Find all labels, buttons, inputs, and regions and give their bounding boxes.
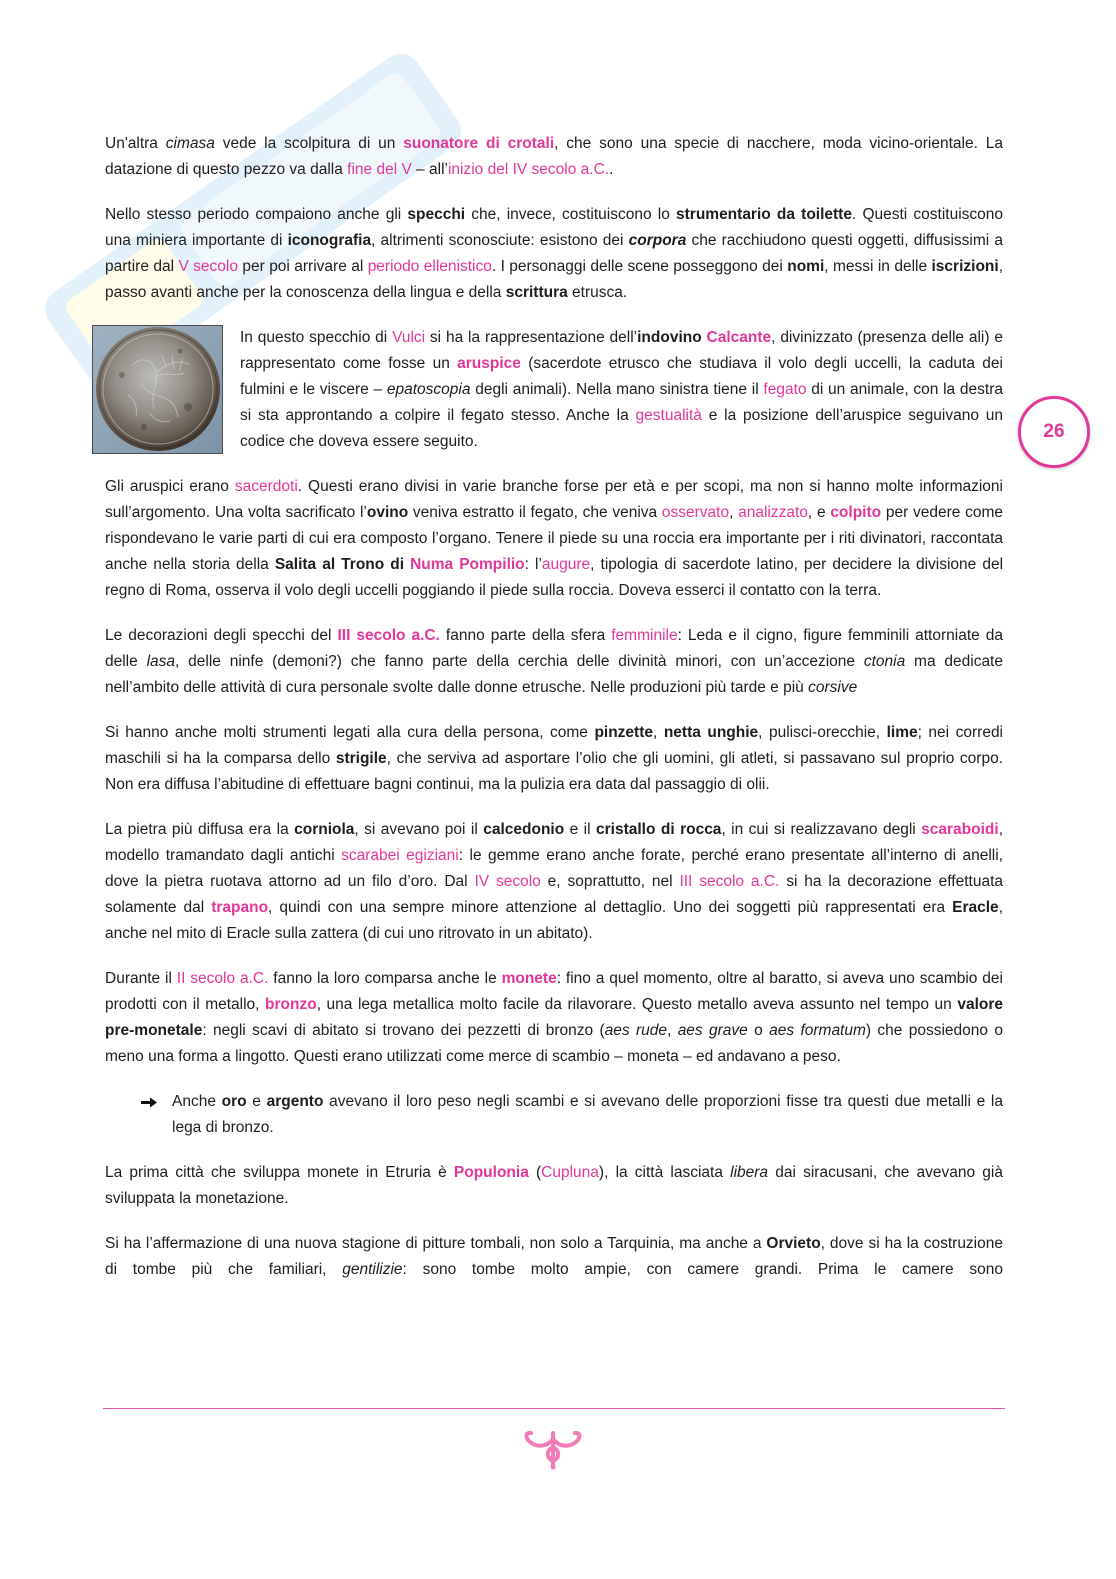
highlighted-term: II secolo a.C. — [176, 970, 269, 987]
mirror-image — [92, 325, 223, 454]
text-run: fanno parte della sfera — [439, 627, 612, 644]
text-run: ), la città lasciata — [598, 1164, 731, 1181]
text-run: Si ha l’affermazione di una nuova stagione di pitture tombali, non solo a Tarquinia, ma anche a — [105, 1235, 767, 1252]
bold-term: Orvieto — [766, 1235, 821, 1252]
text-run: per poi arrivare al — [237, 258, 368, 275]
bold-term: scrittura — [505, 284, 568, 301]
text-run: , una lega metallica molto facile da rilavorare. Questo metallo aveva assunto nel tempo un — [316, 996, 958, 1013]
paragraph — [105, 817, 1003, 947]
text-run: , — [653, 724, 664, 741]
highlighted-bold-term: trapano — [211, 899, 269, 916]
paragraph — [105, 202, 1003, 306]
bullet-text — [172, 1093, 1003, 1136]
text-run: Le decorazioni degli specchi del — [105, 627, 338, 644]
italic-term: lasa — [146, 653, 176, 670]
bold-term: pinzette — [594, 724, 653, 741]
text-run: : l’ — [524, 556, 542, 573]
bold-term: valore pre-monetale — [105, 996, 1003, 1039]
text-run: di un animale, con la destra si sta approntando a colpire il fegato stesso. Anche la — [240, 381, 1003, 424]
text-run: vede la scolpitura di un — [214, 135, 404, 152]
text-run: fanno la loro comparsa anche le — [268, 970, 502, 987]
italic-term: aes grave — [677, 1022, 748, 1039]
bold-term: iconografia — [287, 232, 372, 249]
highlighted-term: analizzato — [738, 504, 808, 521]
text-run: , modello tramandato dagli antichi — [105, 821, 1003, 864]
text-run: , passo avanti anche per la conoscenza della lingua e della — [105, 258, 1003, 301]
bold-term: Salita al Trono di — [274, 556, 411, 573]
text-run: , quindi con una sempre minore attenzione al dettaglio. Uno dei soggetti più rappresentati era — [268, 899, 953, 916]
text-run: si ha la decorazione effettuata solamente dal — [105, 873, 1004, 916]
text-run: . I personaggi delle scene posseggono dei — [491, 258, 788, 275]
text-run: : negli scavi di abitato si trovano dei pezzetti di bronzo ( — [202, 1022, 605, 1039]
italic-term: ctonia — [863, 653, 906, 670]
text-run: etrusca. — [567, 284, 628, 301]
bold-term: oro — [221, 1093, 247, 1110]
bold-term: argento — [266, 1093, 324, 1110]
bold-term: corniola — [294, 821, 355, 838]
text-run: La pietra più diffusa era la — [105, 821, 295, 838]
highlighted-bold-term: III secolo a.C. — [337, 627, 440, 644]
italic-term: aes formatum — [769, 1022, 866, 1039]
highlighted-term: sacerdoti — [234, 478, 298, 495]
highlighted-bold-term: colpito — [830, 504, 882, 521]
text-run: , messi in delle — [824, 258, 932, 275]
text-run: e — [246, 1093, 267, 1110]
text-run: , — [667, 1022, 678, 1039]
text-run: . Questi costituiscono una miniera importante di — [105, 206, 1003, 249]
text-run: Nello stesso periodo compaiono anche gli — [105, 206, 408, 223]
highlighted-term: femminile — [611, 627, 678, 644]
bold-term: nomi — [787, 258, 825, 275]
bold-term: strumentario da toilette — [676, 206, 852, 223]
text-run: Anche — [172, 1093, 222, 1110]
paragraph — [105, 131, 1003, 183]
highlighted-term: scarabei egiziani — [341, 847, 459, 864]
text-run: . — [609, 161, 614, 178]
text-run: e la posizione dell’aruspice seguivano un codice che doveva essere seguito. — [240, 407, 1004, 450]
italic-term: corsive — [808, 679, 858, 696]
text-run: , che sono una specie di nacchere, moda vicino-orientale. La datazione di questo pezzo va dalla — [105, 135, 1003, 178]
footer-divider — [103, 1408, 1005, 1409]
text-run: ma dedicate nell’ambito delle attività di cura personale svolte dalle donne etrusche. Nelle produzioni più tarde e più — [105, 653, 1003, 696]
text-run: degli animali). Nella mano sinistra tiene il — [470, 381, 764, 398]
bold-term: cristallo di rocca — [596, 821, 722, 838]
bold-term: indovino — [637, 329, 707, 346]
highlighted-bold-term: suonatore di crotali — [403, 135, 555, 152]
bold-term: iscrizioni — [931, 258, 999, 275]
highlighted-term: Cupluna — [541, 1164, 599, 1181]
highlighted-term: Vulci — [392, 329, 426, 346]
highlighted-term: fine del V — [347, 161, 412, 178]
bold-term: lime — [886, 724, 918, 741]
bullet-item — [105, 1089, 1003, 1141]
bold-term: Eracle — [952, 899, 999, 916]
text-run: . Questi erano divisi in varie branche forse per età e per scopi, ma non si hanno molte informazioni sull’argomento. Una volta sacrificato l’ — [105, 478, 1003, 521]
text-run: , dove si ha la costruzione di tombe più che familiari, — [105, 1235, 1003, 1278]
text-run: , altrimenti sconosciute: esistono dei — [371, 232, 629, 249]
highlighted-term: IV secolo — [474, 873, 541, 890]
highlighted-term: gestualità — [635, 407, 702, 424]
highlighted-bold-term: Calcante — [706, 329, 772, 346]
text-run: , si avevano poi il — [354, 821, 484, 838]
text-run: per vedere come rispondevano le varie parti di cui era composto l’organo. Tenere il piede su una roccia era importante per i riti divinatori, raccontata anche nella storia della — [105, 504, 1004, 573]
paragraph — [105, 474, 1003, 604]
text-run: : le gemme erano anche forate, perché erano presentate all’interno di anelli, dove la pietra ruotava attorno ad un filo d’oro. Dal — [105, 847, 1003, 890]
text-run: avevano il loro peso negli scambi e si avevano delle proporzioni fisse tra questi due metalli e la lega di bronzo. — [172, 1093, 1003, 1136]
italic-term: libera — [730, 1164, 769, 1181]
text-run: ) che possiedono o meno una forma a lingotto. Questi erano utilizzati come merce di scambio – moneta – ed andavano a peso. — [105, 1022, 1003, 1065]
text-run: – all’ — [411, 161, 448, 178]
text-run: In questo specchio di — [240, 329, 393, 346]
text-run: ( — [528, 1164, 542, 1181]
paragraph — [105, 966, 1003, 1070]
text-run: Un'altra — [105, 135, 166, 152]
highlighted-bold-term: aruspice — [457, 355, 521, 372]
highlighted-term: periodo ellenistico — [367, 258, 492, 275]
page-body — [105, 131, 1003, 1302]
text-run: Durante il — [105, 970, 177, 987]
bronze-mirror-photo — [92, 325, 223, 454]
text-run: e, soprattutto, nel — [540, 873, 680, 890]
highlighted-term: augure — [541, 556, 591, 573]
text-run: : Leda e il cigno, figure femminili attorniate da delle — [105, 627, 1003, 670]
text-run: e il — [564, 821, 596, 838]
text-run: La prima città che sviluppa monete in Etruria è — [105, 1164, 454, 1181]
bold-term: specchi — [407, 206, 466, 223]
text-run: , anche nel mito di Eracle sulla zattera (di cui uno ritrovato in un abitato). — [105, 899, 1003, 942]
highlighted-term: osservato — [661, 504, 730, 521]
text-run: , e — [807, 504, 831, 521]
highlighted-term: fegato — [763, 381, 807, 398]
page-number: 26 — [1043, 421, 1065, 442]
bold-term: calcedonio — [483, 821, 565, 838]
text-run: , divinizzato (presenza delle ali) e rappresentato come fosse un — [240, 329, 1003, 372]
text-run: (sacerdote etrusco che studiava il volo degli uccelli, la caduta dei fulmini e le viscere – — [240, 355, 1003, 398]
page-number-badge — [1018, 396, 1090, 468]
highlighted-bold-term: scaraboidi — [921, 821, 999, 838]
highlighted-bold-term: Numa Pompilio — [410, 556, 525, 573]
text-run: , tipologia di sacerdote latino, per decidere la divisione del regno di Roma, osserva il volo degli uccelli poggiando il piede sulla roccia. Doveva esserci il contatto con la terra. — [105, 556, 1004, 599]
bold-term: strigile — [335, 750, 387, 767]
paragraph — [105, 1231, 1003, 1283]
flourish-ornament-icon — [520, 1427, 586, 1471]
text-run: , che serviva ad asportare l’olio che gli uomini, gli atleti, si passavano sul proprio corpo. Non era diffusa l’abitudine di effettuare bagni continui, ma la pulizia era data dal passaggio di olii. — [105, 750, 1003, 793]
text-run: : fino a quel momento, oltre al baratto, si aveva uno scambio dei prodotti con il metallo, — [105, 970, 1003, 1013]
highlighted-term: III secolo a.C. — [679, 873, 780, 890]
text-run: , in cui si realizzavano degli — [721, 821, 922, 838]
paragraph — [105, 1160, 1003, 1212]
text-run: Gli aruspici erano — [105, 478, 235, 495]
italic-term: gentilizie — [342, 1261, 403, 1278]
arrow-right-icon — [140, 1096, 158, 1109]
text-run: : sono tombe molto ampie, con camere grandi. Prima le camere sono — [402, 1261, 1003, 1278]
text-run: veniva estratto il fegato, che veniva — [408, 504, 662, 521]
highlighted-bold-term: bronzo — [265, 996, 317, 1013]
bold-italic-term: corpora — [628, 232, 687, 249]
text-run: si ha la rappresentazione dell’ — [425, 329, 638, 346]
italic-term: aes rude — [604, 1022, 668, 1039]
paragraph — [105, 720, 1003, 798]
text-run: ; nei corredi maschili si ha la comparsa dello — [105, 724, 1004, 767]
text-run: che racchiudono questi oggetti, diffusissimi a partire dal — [105, 232, 1003, 275]
italic-term: epatoscopia — [386, 381, 471, 398]
paragraph-with-figure — [105, 325, 1003, 455]
paragraph — [105, 623, 1003, 701]
italic-term: cimasa — [165, 135, 215, 152]
text-run: Si hanno anche molti strumenti legati alla cura della persona, come — [105, 724, 595, 741]
text-run: , delle ninfe (demoni?) che fanno parte della cerchia delle divinità minori, con un’accezione — [175, 653, 864, 670]
text-run: , — [729, 504, 739, 521]
highlighted-bold-term: monete — [501, 970, 557, 987]
highlighted-term: V secolo — [178, 258, 238, 275]
text-run: che, invece, costituiscono lo — [465, 206, 676, 223]
bold-term: netta unghie — [663, 724, 759, 741]
text-run: dai siracusani, che avevano già sviluppata la monetazione. — [105, 1164, 1003, 1207]
highlighted-term: inizio del IV secolo a.C. — [447, 161, 610, 178]
text-run: , pulisci-orecchie, — [758, 724, 887, 741]
paragraph — [240, 325, 1003, 455]
bold-term: ovino — [366, 504, 409, 521]
highlighted-bold-term: Populonia — [453, 1164, 529, 1181]
text-run: o — [747, 1022, 770, 1039]
